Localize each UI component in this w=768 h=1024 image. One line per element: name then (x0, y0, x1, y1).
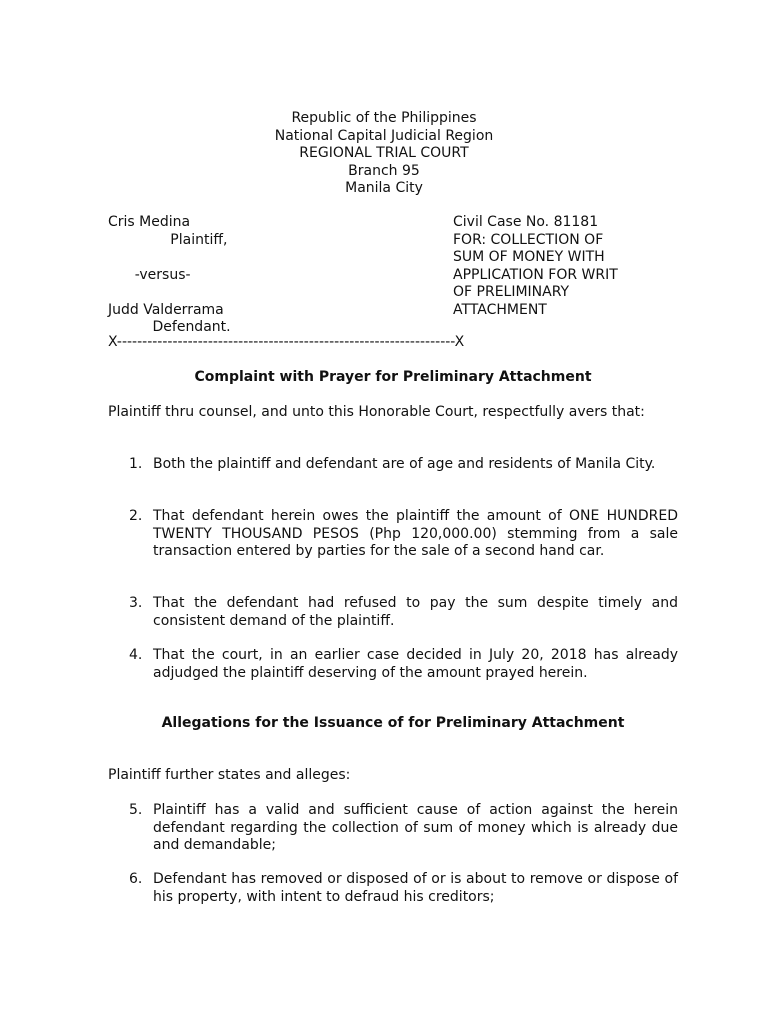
item-text: Plaintiff has a valid and sufficient cause of action against the herein defendant regarding the collection of sum of money which is already due and demandable; (153, 802, 678, 853)
list-item (108, 647, 678, 682)
item-text: That the defendant had refused to pay the sum despite timely and consistent demand of the plaintiff. (153, 595, 678, 629)
case-caption (108, 214, 678, 334)
defendant-label: Defendant. (108, 319, 231, 335)
case-subject-line: OF PRELIMINARY (453, 284, 570, 300)
header-court: REGIONAL TRIAL COURT (299, 145, 469, 161)
item-number: 1. (129, 456, 143, 472)
item-text: That defendant herein owes the plaintiff the amount of ONE HUNDRED TWENTY THOUSAND PESOS (Php 120,000.00) stemming from a sale transaction entered by parties for the sale of a second hand car. (153, 508, 678, 559)
defendant-name: Judd Valderrama (108, 301, 224, 318)
list-item (108, 508, 678, 561)
versus-label: -versus- (108, 266, 191, 283)
header-branch: Branch 95 (348, 162, 420, 179)
header-city: Manila City (345, 180, 423, 196)
item-text: That the court, in an earlier case decided in July 20, 2018 has already adjudged the plaintiff deserving of the amount prayed herein. (153, 647, 678, 681)
complaint-intro: Plaintiff thru counsel, and unto this Honorable Court, respectfully avers that: (108, 404, 645, 420)
header-region: National Capital Judicial Region (274, 127, 494, 144)
complaint-title: Complaint with Prayer for Preliminary Attachment (194, 369, 592, 385)
case-subject-line: FOR: COLLECTION OF (453, 231, 604, 248)
list-item (108, 802, 678, 855)
allegations-intro: Plaintiff further states and alleges: (108, 767, 351, 783)
case-subject-line: APPLICATION FOR WRIT (453, 266, 618, 283)
item-text: Both the plaintiff and defendant are of age and residents of Manila City. (153, 456, 656, 472)
item-number: 2. (129, 508, 143, 524)
item-number: 6. (129, 871, 143, 887)
list-item (108, 595, 678, 630)
plaintiff-name: Cris Medina (108, 214, 191, 230)
blank-line (108, 284, 438, 302)
case-info-column (453, 214, 678, 319)
blank-line (108, 249, 438, 267)
caption-separator: X-------------------------------------------------------------------X (108, 334, 465, 350)
parties-column (108, 214, 438, 337)
allegations-title: Allegations for the Issuance of for Preliminary Attachment (161, 715, 625, 731)
item-number: 4. (129, 647, 143, 663)
case-subject-line: ATTACHMENT (453, 301, 547, 318)
item-number: 5. (129, 802, 143, 818)
plaintiff-label: Plaintiff, (108, 231, 228, 248)
case-number: Civil Case No. 81181 (453, 214, 599, 230)
header-republic: Republic of the Philippines (291, 110, 477, 126)
case-subject-line: SUM OF MONEY WITH (453, 249, 605, 265)
list-item (108, 456, 678, 474)
court-header (0, 110, 768, 198)
item-text: Defendant has removed or disposed of or is about to remove or dispose of his property, with intent to defraud his creditors; (153, 871, 678, 905)
list-item (108, 871, 678, 906)
item-number: 3. (129, 595, 143, 611)
